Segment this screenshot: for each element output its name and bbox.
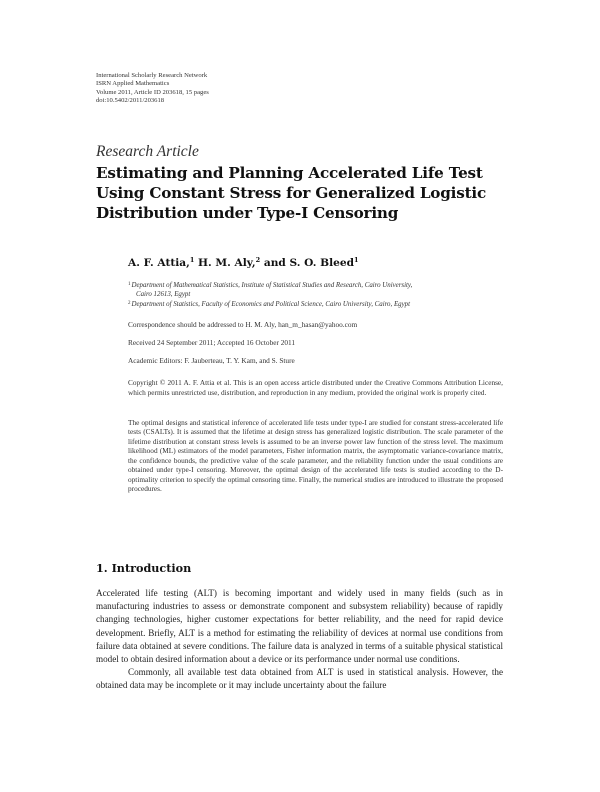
title-line: Estimating and Planning Accelerated Life Test — [96, 164, 483, 182]
affiliation-2 — [128, 299, 508, 309]
journal-doi: doi:10.5402/2011/203618 — [96, 97, 165, 105]
article-title — [96, 163, 516, 223]
paragraph: Accelerated life testing (ALT) is becoming important and widely used in many fields (such as in manufacturing industries to assess or demonstrate component and subsystem reliability) because of rapidly changing technologies, higher customer expectations for better reliability, and the need for rapid device development. Briefly, ALT is a method for estimating the reliability of devices at normal use conditions from failure data obtained at severe conditions. The failure data is analyzed in terms of a suitable physical statistical model to obtain desired information about a device or its performance under normal use conditions. — [96, 588, 503, 665]
affiliation-text: Department of Mathematical Statistics, Institute of Statistical Studies and Research, Cairo University, — [131, 282, 413, 289]
journal-title: ISRN Applied Mathematics — [96, 80, 170, 88]
paragraph: Commonly, all available test data obtained from ALT is used in statistical analysis. However, the obtained data may be incomplete or it may include uncertainty about the failure — [96, 667, 503, 691]
affiliation-text: Department of Statistics, Faculty of Economics and Political Science, Cairo University, Cairo, Egypt — [131, 301, 411, 308]
author-affil-mark: 2 — [255, 256, 261, 264]
affiliation-text-cont: Cairo 12613, Egypt — [136, 291, 191, 299]
author-name: A. F. Attia, — [128, 257, 190, 269]
author-affil-mark: 1 — [189, 256, 195, 264]
affiliation-number: 2 — [128, 301, 131, 306]
author-name: H. M. Aly, — [194, 257, 256, 269]
affiliation-1 — [128, 280, 508, 299]
article-type: Research Article — [96, 143, 199, 160]
academic-editors: Academic Editors: F. Jauberteau, T. Y. Kam, and S. Sture — [128, 356, 295, 365]
copyright-notice: Copyright © 2011 A. F. Attia et al. This is an open access article distributed under the Creative Commons Attribution License, which permits unrestricted use, distribution, and reproduction in any medium, provided the original work is properly cited. — [128, 378, 503, 397]
author-name: and S. O. Bleed — [260, 257, 354, 269]
title-line: Using Constant Stress for Generalized Logistic — [96, 184, 487, 202]
section-body — [96, 587, 503, 693]
journal-header — [96, 72, 209, 106]
author-list — [128, 256, 359, 269]
section-heading: 1. Introduction — [96, 561, 192, 575]
author-affil-mark: 1 — [354, 256, 359, 264]
journal-volume-info: Volume 2011, Article ID 203618, 15 pages — [96, 88, 209, 96]
received-accepted-dates: Received 24 September 2011; Accepted 16 October 2011 — [128, 338, 296, 347]
journal-network-name: International Scholarly Research Network — [96, 72, 208, 79]
correspondence: Correspondence should be addressed to H. M. Aly, han_m_hasan@yahoo.com — [128, 320, 358, 329]
affiliation-number: 1 — [128, 282, 131, 287]
title-line: Distribution under Type-I Censoring — [96, 204, 399, 222]
abstract: The optimal designs and statistical inference of accelerated life tests under type-I are studied for constant stress-accelerated life tests (CSALTs). It is assumed that the lifetime at design stress has generalized logistic distribution. The scale parameter of the lifetime distribution at constant stress levels is assumed to be an inverse power law function of the stress level. The maximum likelihood (ML) estimators of the model parameters, Fisher information matrix, the asymptomatic variance-covariance matrix, the confidence bounds, the predictive value of the scale parameter, and the reliability function under the usual conditions are obtained under type-I censoring. Moreover, the optimal design of the accelerated life tests is studied according to the D-optimality criterion to specify the optimal censoring time. Finally, the numerical studies are introduced to illustrate the proposed procedures. — [128, 418, 503, 494]
